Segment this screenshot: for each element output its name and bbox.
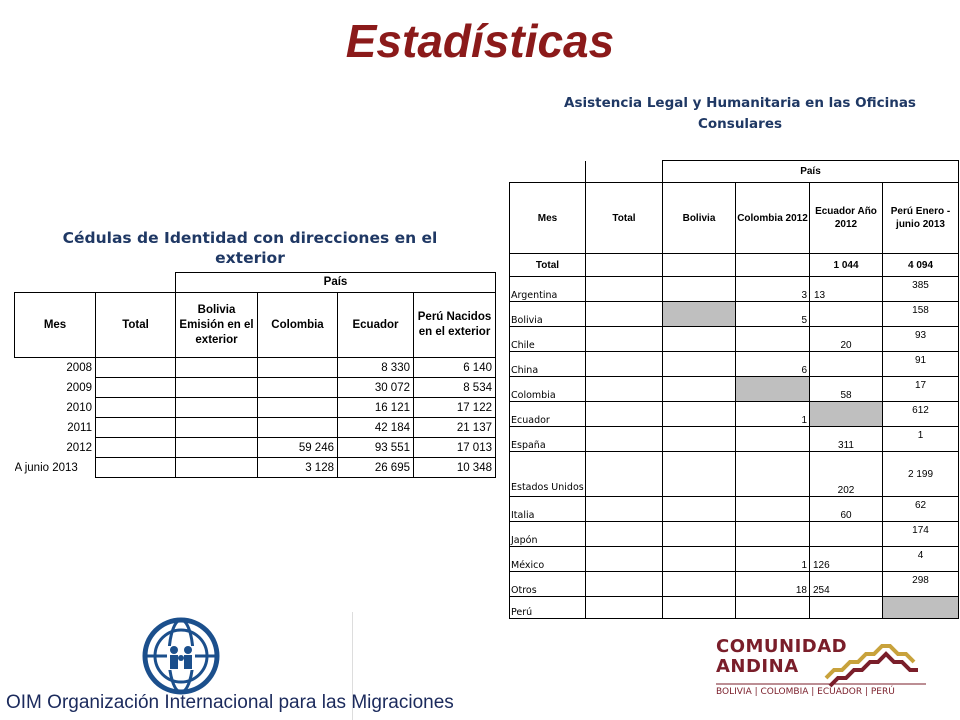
row-colombia: 3 (736, 277, 810, 302)
un-emblem-icon (136, 616, 226, 696)
total-row (510, 254, 959, 277)
row-colombia: 6 (736, 352, 810, 377)
row-label: Otros (510, 572, 586, 597)
ca-title-line2: ANDINA (716, 656, 799, 677)
table-row (15, 398, 496, 418)
row-label: Colombia (510, 377, 586, 402)
row-mes: 2008 (15, 358, 96, 378)
row-ecuador: 93 551 (338, 438, 414, 458)
row-ecuador: 8 330 (338, 358, 414, 378)
row-colombia (736, 254, 810, 277)
row-colombia (736, 427, 810, 452)
table-row (15, 378, 496, 398)
row-label: Ecuador (510, 402, 586, 427)
gray-cell (736, 377, 810, 402)
table-row (510, 302, 959, 327)
ecuador-header: Ecuador (338, 293, 414, 358)
total-row-label: Total (510, 254, 586, 277)
row-ecuador: 42 184 (338, 418, 414, 438)
mes-header: Mes (510, 183, 586, 254)
table-row (510, 597, 959, 619)
row-bolivia (176, 438, 258, 458)
row-ecuador: 254 (810, 572, 883, 597)
row-peru: 10 348 (414, 458, 496, 478)
row-colombia (736, 327, 810, 352)
row-peru: 158 (883, 302, 959, 327)
row-total (96, 438, 176, 458)
table-row (510, 452, 959, 497)
row-mes: 2010 (15, 398, 96, 418)
bolivia-header: Bolivia Emisión en el exterior (176, 293, 258, 358)
oim-name: OIM Organización Internacional para las Migraciones (6, 692, 454, 713)
row-ecuador (810, 352, 883, 377)
colombia-header: Colombia (258, 293, 338, 358)
table-row (510, 522, 959, 547)
row-mes: 2011 (15, 418, 96, 438)
table-row (510, 547, 959, 572)
table-row (15, 438, 496, 458)
row-peru: 62 (883, 497, 959, 522)
row-colombia (736, 497, 810, 522)
row-label: Italia (510, 497, 586, 522)
row-mes: 2012 (15, 438, 96, 458)
row-total (586, 254, 663, 277)
asistencia-table (509, 160, 959, 619)
corner-blank (586, 161, 663, 183)
row-label: China (510, 352, 586, 377)
table-row (15, 418, 496, 438)
row-colombia (258, 398, 338, 418)
row-total (96, 398, 176, 418)
table-row (510, 352, 959, 377)
bolivia-header: Bolivia (663, 183, 736, 254)
table-row (510, 427, 959, 452)
gray-cell (663, 302, 736, 327)
gray-cell (883, 597, 959, 619)
row-label: Estados Unidos (510, 452, 586, 497)
pais-header: País (176, 273, 496, 293)
row-peru: 612 (883, 402, 959, 427)
row-ecuador: 16 121 (338, 398, 414, 418)
row-peru: 2 199 (883, 452, 959, 497)
table-row (510, 377, 959, 402)
corner-blank (15, 273, 96, 293)
row-bolivia (176, 418, 258, 438)
row-peru: 385 (883, 277, 959, 302)
row-ecuador: 26 695 (338, 458, 414, 478)
row-bolivia (176, 398, 258, 418)
table-row (510, 497, 959, 522)
peru-header: Perú Enero - junio 2013 (883, 183, 959, 254)
row-label: México (510, 547, 586, 572)
row-peru: 17 013 (414, 438, 496, 458)
row-colombia: 1 (736, 547, 810, 572)
colombia-header: Colombia 2012 (736, 183, 810, 254)
row-ecuador (810, 597, 883, 619)
pais-header: País (663, 161, 959, 183)
gray-cell (810, 402, 883, 427)
row-ecuador: 58 (810, 377, 883, 402)
row-label: Perú (510, 597, 586, 619)
row-bolivia (176, 358, 258, 378)
row-peru: 8 534 (414, 378, 496, 398)
row-total (96, 378, 176, 398)
row-bolivia (663, 254, 736, 277)
row-ecuador: 20 (810, 327, 883, 352)
row-peru: 1 (883, 427, 959, 452)
row-bolivia (176, 378, 258, 398)
row-colombia: 1 (736, 402, 810, 427)
row-ecuador: 13 (810, 277, 883, 302)
row-total (96, 458, 176, 478)
row-ecuador: 60 (810, 497, 883, 522)
row-peru: 17 122 (414, 398, 496, 418)
row-label: España (510, 427, 586, 452)
table-row (510, 277, 959, 302)
row-ecuador (810, 302, 883, 327)
ca-countries: BOLIVIA | COLOMBIA | ECUADOR | PERÚ (716, 687, 895, 697)
table-row (15, 458, 496, 478)
table-row (15, 358, 496, 378)
row-peru: 4 094 (883, 254, 959, 277)
row-ecuador: 126 (810, 547, 883, 572)
row-ecuador: 1 044 (810, 254, 883, 277)
cedulas-heading: Cédulas de Identidad con direcciones en el exterior (62, 229, 438, 267)
row-colombia: 3 128 (258, 458, 338, 478)
row-peru: 174 (883, 522, 959, 547)
total-header: Total (96, 293, 176, 358)
row-colombia (736, 522, 810, 547)
row-bolivia (176, 458, 258, 478)
ca-title-line1: COMUNIDAD (716, 636, 848, 657)
row-peru: 4 (883, 547, 959, 572)
table-row (510, 402, 959, 427)
row-peru: 6 140 (414, 358, 496, 378)
row-peru: 17 (883, 377, 959, 402)
cedulas-table (14, 272, 496, 478)
peru-header: Perú Nacidos en el exterior (414, 293, 496, 358)
row-mes: A junio 2013 (15, 458, 96, 478)
corner-blank (96, 273, 176, 293)
asistencia-heading: Asistencia Legal y Humanitaria en las Oficinas Consulares (564, 95, 916, 132)
row-peru: 91 (883, 352, 959, 377)
row-ecuador: 311 (810, 427, 883, 452)
page-title: Estadísticas (345, 15, 615, 67)
ecuador-header: Ecuador Año 2012 (810, 183, 883, 254)
row-colombia (258, 418, 338, 438)
total-header: Total (586, 183, 663, 254)
row-colombia (736, 452, 810, 497)
row-peru: 298 (883, 572, 959, 597)
table-row (510, 327, 959, 352)
row-ecuador: 30 072 (338, 378, 414, 398)
row-mes: 2009 (15, 378, 96, 398)
row-colombia (258, 358, 338, 378)
row-colombia: 18 (736, 572, 810, 597)
row-total (96, 418, 176, 438)
row-colombia (258, 378, 338, 398)
row-ecuador: 202 (810, 452, 883, 497)
row-label: Chile (510, 327, 586, 352)
row-colombia: 59 246 (258, 438, 338, 458)
row-peru: 93 (883, 327, 959, 352)
table-row (510, 572, 959, 597)
mes-header: Mes (15, 293, 96, 358)
corner-blank (510, 161, 586, 183)
row-label: Argentina (510, 277, 586, 302)
row-label: Bolivia (510, 302, 586, 327)
row-peru: 21 137 (414, 418, 496, 438)
row-label: Japón (510, 522, 586, 547)
row-ecuador (810, 522, 883, 547)
row-colombia: 5 (736, 302, 810, 327)
row-colombia (736, 597, 810, 619)
row-total (96, 358, 176, 378)
